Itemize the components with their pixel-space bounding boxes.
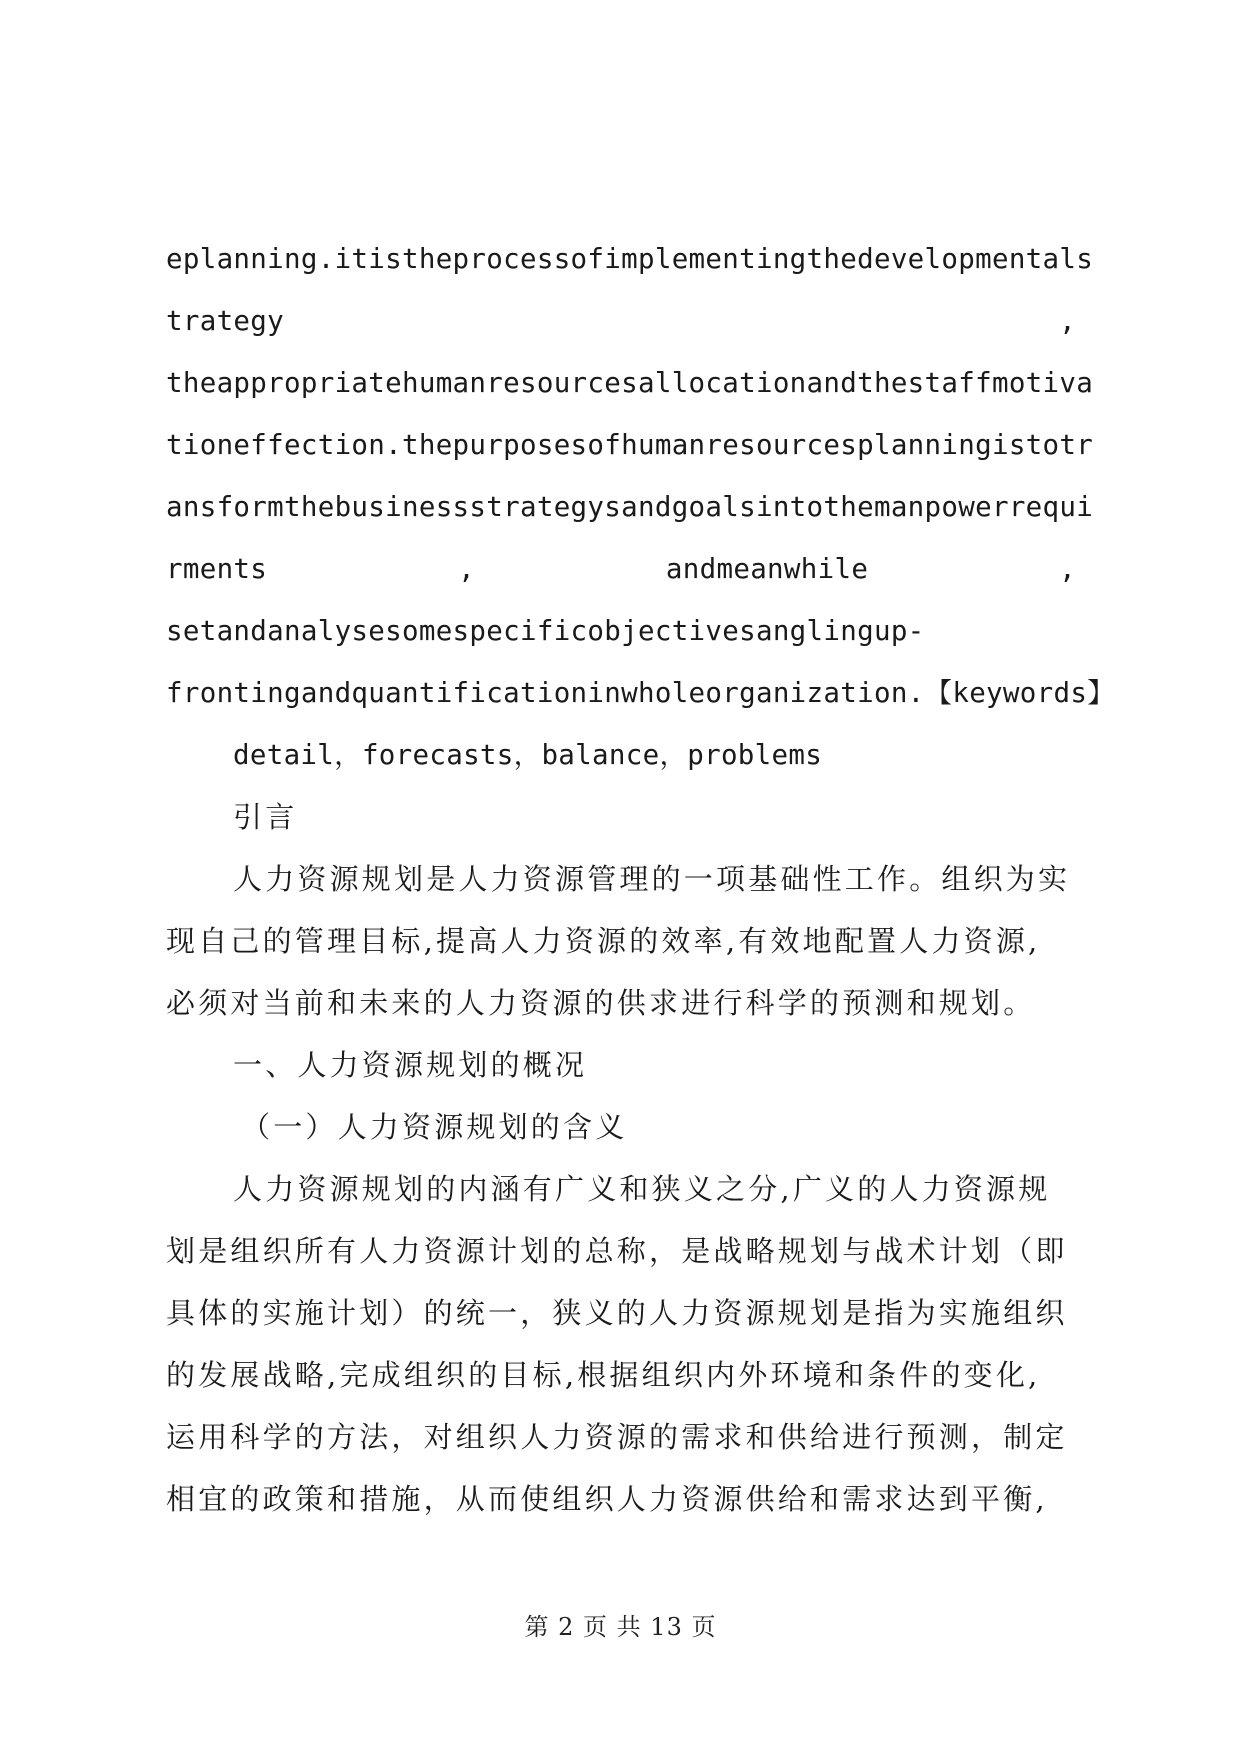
page-footer: 第 2 页 共 13 页 bbox=[524, 1613, 717, 1641]
abstract-line bbox=[166, 290, 1076, 352]
paragraph-line: 划是组织所有人力资源计划的总称，是战略规划与战术计划（即 bbox=[166, 1234, 1068, 1268]
abstract-line: ansformthebusinessstrategysandgoalsintothemanpowerrequi bbox=[166, 491, 1094, 523]
abstract-line: frontingandquantificationinwholeorganization.【keywords】 bbox=[166, 677, 1115, 709]
paragraph-line: 人力资源规划是人力资源管理的一项基础性工作。组织为实 bbox=[233, 862, 1071, 896]
abstract-comma: , bbox=[458, 553, 475, 585]
abstract-word: rments bbox=[166, 553, 268, 585]
paragraph-line: 必须对当前和未来的人力资源的供求进行科学的预测和规划。 bbox=[166, 986, 1036, 1020]
section-heading: 一、人力资源规划的概况 bbox=[233, 1048, 588, 1082]
abstract-word: andmeanwhile bbox=[665, 553, 869, 585]
paragraph-line: 人力资源规划的内涵有广义和狭义之分,广义的人力资源规 bbox=[233, 1172, 1051, 1206]
paragraph-line: 相宜的政策和措施，从而使组织人力资源供给和需求达到平衡, bbox=[166, 1482, 1048, 1516]
paragraph-line: 具体的实施计划）的统一，狭义的人力资源规划是指为实施组织 bbox=[166, 1296, 1068, 1330]
abstract-line bbox=[166, 538, 1076, 600]
subsection-heading: （一）人力资源规划的含义 bbox=[241, 1110, 628, 1144]
abstract-line: eplanning.itistheprocessofimplementingthedevelopmentals bbox=[166, 243, 1094, 275]
keywords-line: detail，forecasts，balance，problems bbox=[233, 739, 823, 771]
abstract-line: theappropriatehumanresourcesallocationandthestaffmotiva bbox=[166, 367, 1094, 399]
paragraph-line: 现自己的管理目标,提高人力资源的效率,有效地配置人力资源, bbox=[166, 924, 1041, 958]
paragraph-line: 的发展战略,完成组织的目标,根据组织内外环境和条件的变化, bbox=[166, 1358, 1041, 1392]
abstract-comma: , bbox=[1059, 305, 1076, 337]
abstract-comma: , bbox=[1059, 553, 1076, 585]
document-body bbox=[166, 228, 1115, 1530]
paragraph-line: 运用科学的方法，对组织人力资源的需求和供给进行预测，制定 bbox=[166, 1420, 1068, 1454]
abstract-line: tioneffection.thepurposesofhumanresourcesplanningistotr bbox=[166, 429, 1094, 461]
intro-heading: 引言 bbox=[233, 800, 298, 834]
abstract-line: setandanalysesomespecificobjectivesanglingup- bbox=[166, 615, 925, 647]
abstract-word: trategy bbox=[166, 305, 284, 337]
